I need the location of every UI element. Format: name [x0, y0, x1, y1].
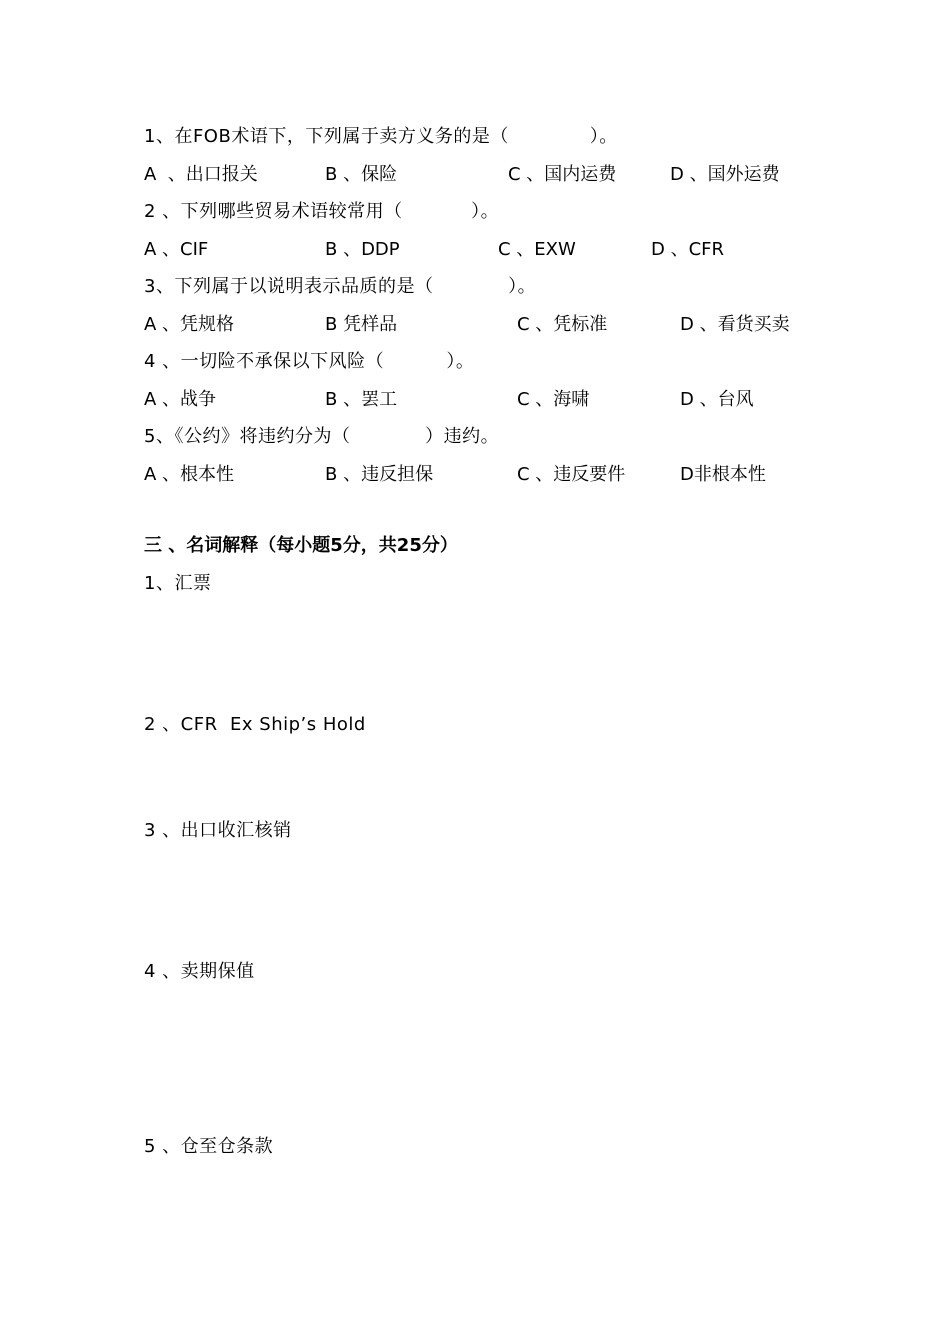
question-1-option-c: C 、国内运费	[508, 164, 617, 185]
question-1-option-a: A 、出口报关	[144, 164, 258, 185]
question-5-option-d: D非根本性	[680, 464, 766, 485]
question-2-option-b: B 、DDP	[325, 239, 400, 260]
question-1-option-b: B 、保险	[325, 164, 398, 185]
question-2-option-c: C 、EXW	[498, 239, 576, 260]
question-4-stem: 4 、一切险不承保以下风险（ ）。	[144, 351, 475, 372]
term-item-3: 3 、出口收汇核销	[144, 820, 292, 841]
question-5-option-c: C 、违反要件	[517, 464, 626, 485]
question-4-option-a: A 、战争	[144, 389, 217, 410]
question-3-option-d: D 、看货买卖	[680, 314, 790, 335]
term-item-1: 1、汇票	[144, 573, 212, 594]
question-5-option-a: A 、根本性	[144, 464, 235, 485]
question-1-stem: 1、在FOB术语下，下列属于卖方义务的是（ ）。	[144, 126, 618, 147]
question-2-stem: 2 、下列哪些贸易术语较常用（ ）。	[144, 201, 500, 222]
question-3-stem: 3、下列属于以说明表示品质的是（ ）。	[144, 276, 537, 297]
term-item-4: 4 、卖期保值	[144, 961, 255, 982]
question-4-option-c: C 、海啸	[517, 389, 590, 410]
question-4-option-b: B 、罢工	[325, 389, 398, 410]
term-item-5: 5 、仓至仓条款	[144, 1136, 274, 1157]
term-item-2: 2 、CFR Ex Ship’s Hold	[144, 714, 366, 735]
question-2-option-d: D 、CFR	[651, 239, 725, 260]
question-3-option-b: B 凭样品	[325, 314, 398, 335]
question-4-option-d: D 、台风	[680, 389, 754, 410]
section-3-heading: 三 、名词解释（每小题5分，共25分）	[144, 535, 458, 556]
question-5-option-b: B 、违反担保	[325, 464, 434, 485]
question-3-option-a: A 、凭规格	[144, 314, 235, 335]
question-2-option-a: A 、CIF	[144, 239, 209, 260]
question-1-option-d: D 、国外运费	[670, 164, 780, 185]
question-3-option-c: C 、凭标准	[517, 314, 608, 335]
question-5-stem: 5、《公约》将违约分为（ ）违约。	[144, 426, 500, 447]
